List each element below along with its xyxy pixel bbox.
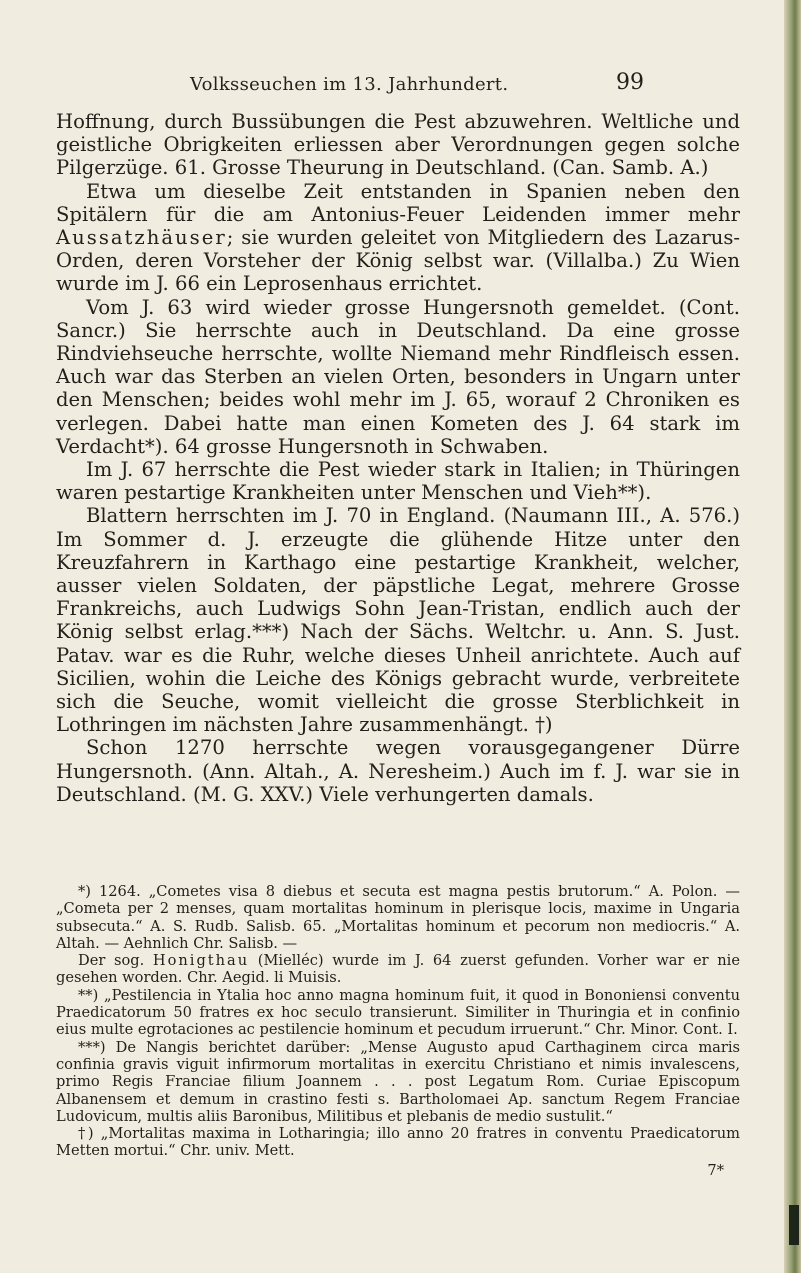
page-edge <box>784 0 801 1273</box>
footnote-5: †) „Mortalitas maxima in Lotharingia; illo anno 20 fratres in conventu Praedicatorum Metten mortui.“ Chr. univ. Mett. <box>56 1125 740 1160</box>
paragraph-2-part-b: ; sie wurden geleitet von Mitgliedern des Lazarus-Orden, deren Vorsteher der König selbst war. (Villalba.) Zu Wien wurde im J. 66 ein Leprosenhaus errichtet. <box>56 226 740 296</box>
footnote-2 <box>56 952 740 987</box>
edge-mark <box>789 1205 799 1245</box>
paragraph-5: Blattern herrschten im J. 70 in England. (Naumann III., A. 576.) Im Sommer d. J. erzeugte die glühende Hitze unter den Kreuzfahrern in Karthago eine pestartige Krankheit, welcher, ausser vielen Soldaten, der päpstliche Legat, mehrere Grosse Frankreichs, auch Ludwigs Sohn Jean-Tristan, endlich auch der König selbst erlag.***) Nach der Sächs. Weltchr. u. Ann. S. Just. Patav. war es die Ruhr, welche dieses Unheil anrichtete. Auch auf Sicilien, wohin die Leiche des Königs gebracht wurde, verbreitete sich die Seuche, womit vielleicht die grosse Sterblichkeit in Lothringen im nächsten Jahre zusammenhängt. †) <box>56 504 740 737</box>
page-number: 99 <box>616 70 644 95</box>
footnote-1: *) 1264. „Cometes visa 8 diebus et secuta est magna pestis brutorum.“ A. Polon. — „Cometa per 2 menses, quam mortalitas hominum in plerisque locis, maxime in Ungaria subsecuta.“ A. S. Rudb. Salisb. 65. „Mortalitas hominum et pecorum non mediocris.“ A. Altah. — Aehnlich Chr. Salisb. — <box>56 883 740 952</box>
signature-mark: 7* <box>707 1161 724 1179</box>
paragraph-1: Hoffnung, durch Bussübungen die Pest abzuwehren. Weltliche und geistliche Obrigkeiten erliessen aber Verordnungen gegen solche Pilgerzüge. 61. Grosse Theurung in Deutschland. (Can. Samb. A.) <box>56 110 740 180</box>
paragraph-4: Im J. 67 herrschte die Pest wieder stark in Italien; in Thüringen waren pestartige Krankheiten unter Menschen und Vieh**). <box>56 458 740 505</box>
footnote-4: ***) De Nangis berichtet darüber: „Mense Augusto apud Carthaginem circa maris confinia gravis viguit infirmorum mortalitas in exercitu Christiano et nimis invalescens, primo Regis Franciae filium Joannem . . . post Legatum Rom. Curiae Episcopum Albanensem et demum in crastino festi s. Bartholomaei Ap. sanctum Regem Franciae Ludovicum, multis aliis Baronibus, Militibus et plebanis de medio sustulit.“ <box>56 1038 740 1125</box>
footnote-3: **) „Pestilencia in Ytalia hoc anno magna hominum fuit, it quod in Bononiensi conventu Praedicatorum 50 fratres ex hoc seculo transierunt. Similiter in Thuringia et in confinio eius multe egrotaciones ac pestilencie hominum et pecudum irruerunt.“ Chr. Minor. Cont. I. <box>56 986 740 1039</box>
footnotes <box>56 883 740 1179</box>
paragraph-6: Schon 1270 herrschte wegen vorausgegangener Dürre Hungersnoth. (Ann. Altah., A. Neresheim.) Auch im f. J. war sie in Deutschland. (M. G. XXV.) Viele verhungerten damals. <box>56 736 740 806</box>
running-head-title: Volksseuchen im 13. Jahrhundert. <box>190 74 509 95</box>
body-text <box>56 110 740 806</box>
paragraph-2-spaced-term: Aussatzhäuser <box>56 226 227 250</box>
paragraph-3: Vom J. 63 wird wieder grosse Hungersnoth gemeldet. (Cont. Sancr.) Sie herrschte auch in Deutschland. Da eine grosse Rindviehseuche herrschte, wollte Niemand mehr Rindfleisch essen. Auch war das Sterben an vielen Orten, besonders in Ungarn unter den Menschen; beides wohl mehr im J. 65, worauf 2 Chroniken es verlegen. Dabei hatte man einen Kometen des J. 64 stark im Verdacht*). 64 grosse Hungersnoth in Schwaben. <box>56 295 740 458</box>
running-head <box>0 70 784 100</box>
footnote-2-part-a: Der sog. <box>78 952 153 970</box>
footnote-2-part-b: (Mielléc) wurde im J. 64 zuerst gefunden. Vorher war er nie gesehen worden. Chr. Aegid. li Muisis. <box>56 952 740 987</box>
paragraph-2-part-a: Etwa um dieselbe Zeit entstanden in Spanien neben den Spitälern für die am Antonius-Feuer Leidenden immer mehr <box>56 179 740 226</box>
footnote-2-spaced-term: Honigthau <box>152 952 250 970</box>
paragraph-2 <box>56 180 740 296</box>
